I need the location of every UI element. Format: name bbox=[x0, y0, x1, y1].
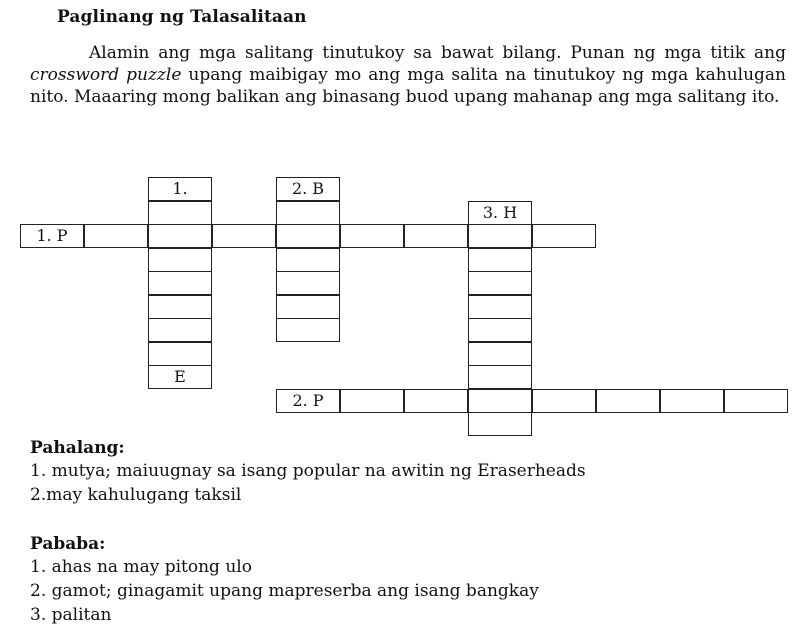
down-2-label-cell: 2. B bbox=[276, 177, 340, 201]
crossword-cell[interactable] bbox=[148, 271, 212, 295]
crossword-cell[interactable] bbox=[404, 389, 468, 413]
crossword-cell[interactable] bbox=[532, 389, 596, 413]
clues-section bbox=[30, 437, 790, 627]
crossword-cell[interactable] bbox=[660, 389, 724, 413]
down-3-label-cell: 3. H bbox=[468, 201, 532, 225]
crossword-cell[interactable] bbox=[212, 224, 276, 248]
crossword-cell[interactable] bbox=[84, 224, 148, 248]
instructions-text-part2: upang maibigay mo ang mga salita na tinutukoy ng mga kahulugan nito. Maaaring mong balikan ang binasang buod upang mahanap ang mga salitang ito. bbox=[30, 65, 786, 107]
crossword-cell[interactable] bbox=[468, 389, 532, 413]
crossword-cell[interactable] bbox=[724, 389, 788, 413]
crossword-cell[interactable] bbox=[276, 318, 340, 342]
crossword-cell[interactable] bbox=[468, 248, 532, 272]
across-1-label-cell: 1. P bbox=[20, 224, 84, 248]
crossword-cell[interactable] bbox=[532, 224, 596, 248]
down-1-label-cell: 1. bbox=[148, 177, 212, 201]
crossword-cell[interactable] bbox=[148, 342, 212, 366]
crossword-cell[interactable] bbox=[468, 318, 532, 342]
instructions-text-part1: Alamin ang mga salitang tinutukoy sa bawat bilang. Punan ng mga titik ang bbox=[89, 43, 786, 63]
across-clue-2: 2.may kahulugang taksil bbox=[30, 485, 242, 505]
crossword-cell[interactable] bbox=[148, 248, 212, 272]
crossword-cell[interactable] bbox=[276, 295, 340, 319]
crossword-cell[interactable] bbox=[468, 342, 532, 366]
crossword-cell[interactable] bbox=[596, 389, 660, 413]
across-clue-1: 1. mutya; maiuugnay sa isang popular na awitin ng Eraserheads bbox=[30, 461, 586, 481]
crossword-cell[interactable] bbox=[148, 224, 212, 248]
crossword-cell[interactable] bbox=[276, 248, 340, 272]
crossword-cell[interactable] bbox=[148, 318, 212, 342]
across-clues-heading: Pahalang: bbox=[30, 438, 125, 458]
instructions-italic-term: crossword puzzle bbox=[30, 65, 182, 85]
worksheet-title: Paglinang ng Talasalitaan bbox=[57, 7, 307, 27]
down-clue-3: 3. palitan bbox=[30, 605, 112, 625]
crossword-cell[interactable] bbox=[148, 295, 212, 319]
crossword-cell[interactable] bbox=[468, 224, 532, 248]
crossword-cell[interactable] bbox=[468, 295, 532, 319]
crossword-cell[interactable] bbox=[340, 224, 404, 248]
crossword-cell[interactable] bbox=[468, 412, 532, 436]
crossword-cell[interactable] bbox=[404, 224, 468, 248]
crossword-cell[interactable] bbox=[276, 271, 340, 295]
crossword-cell[interactable] bbox=[468, 271, 532, 295]
crossword-cell[interactable] bbox=[340, 389, 404, 413]
down-clues-heading: Pababa: bbox=[30, 534, 106, 554]
down-clue-1: 1. ahas na may pitong ulo bbox=[30, 557, 252, 577]
across-2-label-cell: 2. P bbox=[276, 389, 340, 413]
crossword-cell[interactable] bbox=[276, 224, 340, 248]
crossword-cell[interactable] bbox=[148, 201, 212, 225]
down-clue-2: 2. gamot; ginagamit upang mapreserba ang isang bangkay bbox=[30, 581, 539, 601]
crossword-cell[interactable]: E bbox=[148, 365, 212, 389]
crossword-cell[interactable] bbox=[276, 201, 340, 225]
crossword-cell[interactable] bbox=[468, 365, 532, 389]
